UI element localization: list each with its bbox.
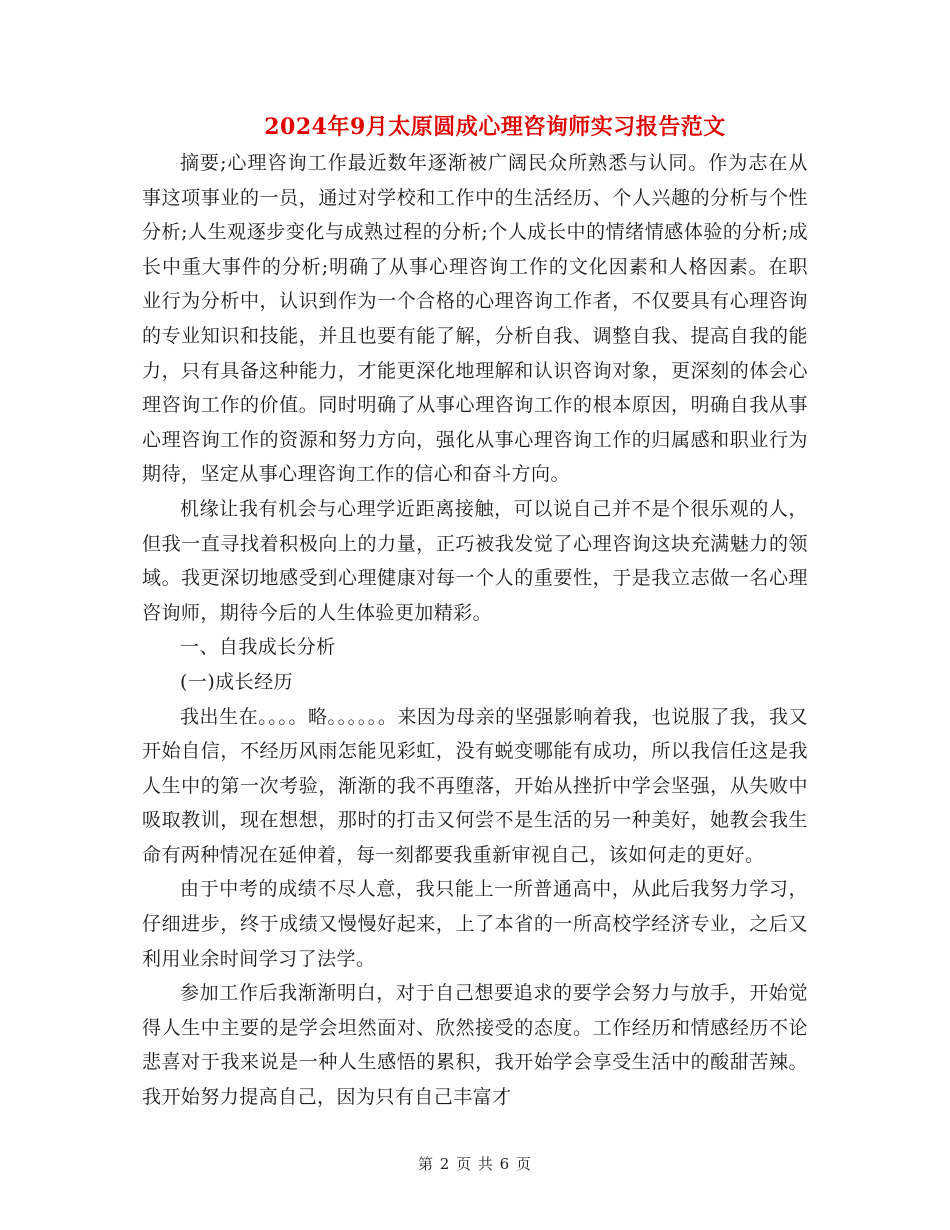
paragraph-education: 由于中考的成绩不尽人意，我只能上一所普通高中，从此后我努力学习，仔细进步，终于成绩又慢慢好起来，上了本省的一所高校学经济专业，之后又利用业余时间学习了法学。 [142,878,808,970]
document-title: 2024年9月太原圆成心理咨询师实习报告范文 [264,114,726,140]
page-number: 第 2 页 共 6 页 [418,1155,532,1173]
paragraph-work: 参加工作后我渐渐明白，对于自己想要追求的要学会努力与放手，开始觉得人生中主要的是学会坦然面对、欣然接受的态度。工作经历和情感经历不论悲喜对于我来说是一种人生感悟的累积，我开始学会享受生活中的酸甜苦辣。我开始努力提高自己，因为只有自己丰富才 [142,982,808,1109]
paragraph-intro: 机缘让我有机会与心理学近距离接触，可以说自己并不是个很乐观的人，但我一直寻找着积极向上的力量，正巧被我发觉了心理咨询这块充满魅力的领域。我更深切地感受到心理健康对每一个人的重要性，于是我立志做一名心理咨询师，期待今后的人生体验更加精彩。 [142,497,808,624]
section-heading: 一、自我成长分析 [180,636,336,659]
subsection-heading: (一)成长经历 [180,670,293,693]
paragraph-birth: 我出生在。。。。略。。。。。。来因为母亲的坚强影响着我，也说服了我，我又开始自信，不经历风雨怎能见彩虹，没有蜕变哪能有成功，所以我信任这是我人生中的第一次考验，渐渐的我不再堕落，开始从挫折中学会坚强，从失败中吸取教训，现在想想，那时的打击又何尝不是生活的另一种美好，她教会我生命有两种情况在延伸着，每一刻都要我重新审视自己，该如何走的更好。 [142,705,808,866]
document-body [142,146,808,1115]
paragraph-abstract: 摘要;心理咨询工作最近数年逐渐被广阔民众所熟悉与认同。作为志在从事这项事业的一员，通过对学校和工作中的生活经历、个人兴趣的分析与个性分析;人生观逐步变化与成熟过程的分析;个人成长中的情绪情感体验的分析;成长中重大事件的分析;明确了从事心理咨询工作的文化因素和人格因素。在职业行为分析中，认识到作为一个合格的心理咨询工作者，不仅要具有心理咨询的专业知识和技能，并且也要有能了解，分析自我、调整自我、提高自我的能力，只有具备这种能力，才能更深化地理解和认识咨询对象，更深刻的体会心理咨询工作的价值。同时明确了从事心理咨询工作的根本原因，明确自我从事心理咨询工作的资源和努力方向，强化从事心理咨询工作的归属感和职业行为期待，坚定从事心理咨询工作的信心和奋斗方向。 [142,152,808,486]
